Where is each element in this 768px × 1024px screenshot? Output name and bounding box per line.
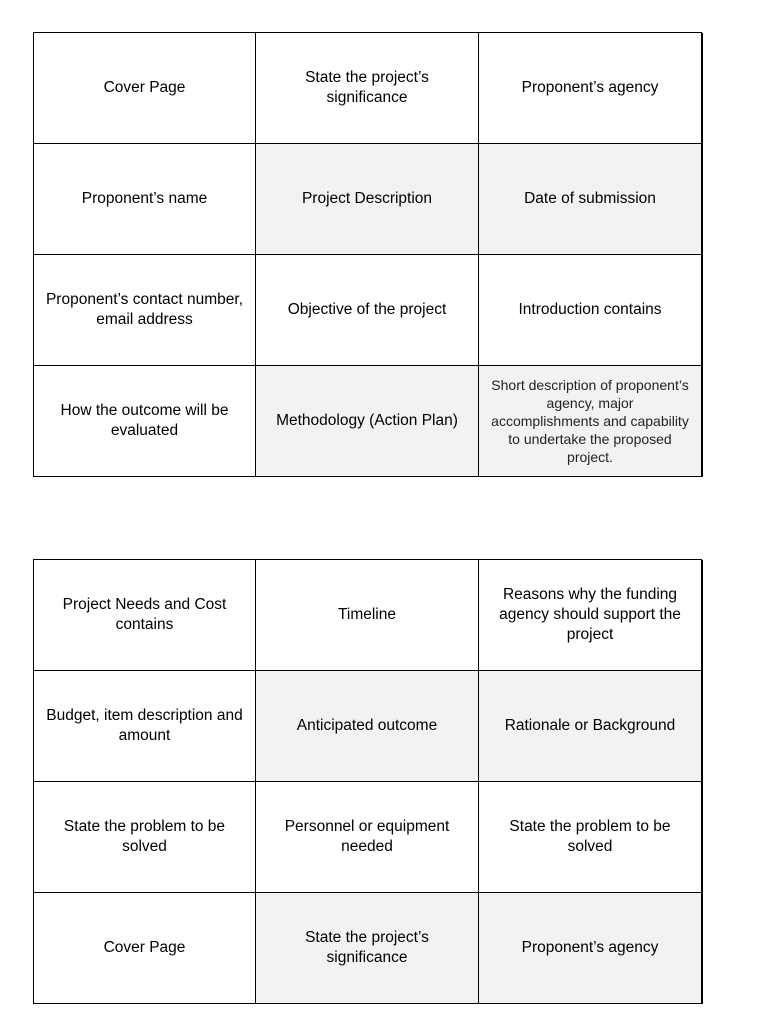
card-proponent-agency: Proponent’s agency bbox=[479, 33, 703, 144]
card-table-1 bbox=[33, 32, 702, 477]
card-rationale: Rationale or Background bbox=[479, 671, 703, 782]
card-personnel-equipment: Personnel or equipment needed bbox=[256, 782, 479, 893]
card-proponent-name: Proponent’s name bbox=[34, 144, 256, 255]
card-project-significance-2: State the project’s significance bbox=[256, 893, 479, 1004]
card-funding-reasons: Reasons why the funding agency should support the project bbox=[479, 560, 703, 671]
card-problem-to-solve-2: State the problem to be solved bbox=[479, 782, 703, 893]
card-project-needs-cost: Project Needs and Cost contains bbox=[34, 560, 256, 671]
card-methodology: Methodology (Action Plan) bbox=[256, 366, 479, 477]
card-project-significance: State the project’s significance bbox=[256, 33, 479, 144]
card-problem-to-solve: State the problem to be solved bbox=[34, 782, 256, 893]
card-cover-page-2: Cover Page bbox=[34, 893, 256, 1004]
card-cover-page: Cover Page bbox=[34, 33, 256, 144]
card-outcome-evaluation: How the outcome will be evaluated bbox=[34, 366, 256, 477]
card-project-objective: Objective of the project bbox=[256, 255, 479, 366]
card-proponent-contact: Proponent’s contact number, email address bbox=[34, 255, 256, 366]
card-proponent-agency-2: Proponent’s agency bbox=[479, 893, 703, 1004]
card-agency-description: Short description of proponent’s agency, major accomplishments and capability to undertake the proposed project. bbox=[479, 366, 703, 477]
card-table-2 bbox=[33, 559, 702, 1004]
card-introduction-contains: Introduction contains bbox=[479, 255, 703, 366]
card-date-of-submission: Date of submission bbox=[479, 144, 703, 255]
card-timeline: Timeline bbox=[256, 560, 479, 671]
card-anticipated-outcome: Anticipated outcome bbox=[256, 671, 479, 782]
card-project-description: Project Description bbox=[256, 144, 479, 255]
card-budget: Budget, item description and amount bbox=[34, 671, 256, 782]
